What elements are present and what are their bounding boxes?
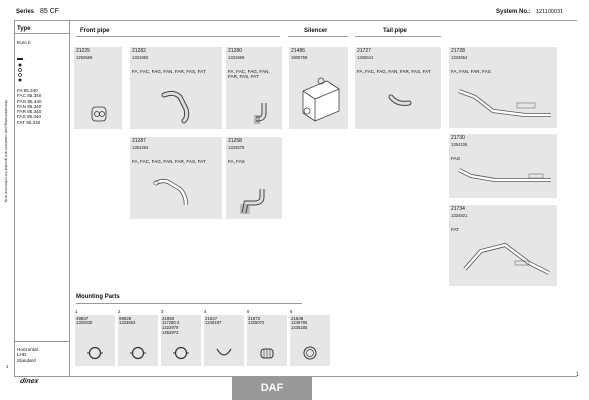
mounting-card[interactable] — [118, 315, 158, 366]
application-list: FAT — [451, 227, 460, 232]
section-mounting: Mounting Parts — [76, 294, 120, 300]
legend-symbols-icon — [17, 57, 31, 83]
config-drive: LHD — [17, 352, 27, 358]
mounting-oem-reference: 1333653 — [119, 320, 136, 325]
mounting-card[interactable] — [75, 315, 115, 366]
brand-logo: dinex — [19, 378, 39, 385]
front-pipe-icon — [152, 175, 198, 213]
mounting-card[interactable] — [247, 315, 287, 366]
mounting-oem-reference: 1325072 — [248, 320, 265, 325]
legend-icons — [17, 57, 31, 88]
model-item: FA 85.340 — [17, 88, 38, 93]
part-number: 21280 — [228, 48, 242, 54]
oem-reference: 1354106 — [451, 141, 468, 147]
model-item: FAN 85.340 — [17, 103, 42, 109]
mounting-part-number: 49837 — [76, 316, 89, 321]
tail-pipe-icon — [387, 91, 415, 111]
mounting-index: 5 — [247, 309, 250, 314]
part-number: 21486 — [291, 48, 305, 54]
config-version: Standard — [17, 357, 36, 363]
vertical-disclaimer: Manufacturing part numbers are quoted for reference only — [4, 100, 9, 203]
svg-text:.: . — [25, 57, 26, 61]
mounting-index: 6 — [290, 309, 293, 314]
section-front-pipe: Front pipe — [80, 28, 110, 34]
series-label: Series — [16, 9, 35, 15]
part-card[interactable] — [355, 47, 441, 129]
oem-reference: 1333578 — [228, 144, 245, 150]
euro-norm: Euro II — [17, 40, 31, 45]
mounting-oem-reference: 1302830 — [76, 320, 93, 325]
silencer-icon — [297, 73, 343, 125]
mounting-index: 1 — [75, 309, 78, 314]
oem-reference: 1292569 — [76, 54, 93, 60]
part-card[interactable] — [449, 47, 557, 128]
section-silencer: Silencer — [304, 28, 328, 34]
config-list — [17, 347, 38, 363]
mounting-part-number: 21847 — [205, 316, 218, 321]
clamp-icon — [171, 345, 191, 361]
mounting-card[interactable] — [161, 315, 201, 366]
mounting-oem-reference: 1452973 — [162, 329, 179, 335]
application-list: FA, FAC, FAG, FAN, FAR, FAS, FAT — [357, 69, 431, 74]
application-list: FA, FAN, FAR, FAS — [451, 69, 491, 74]
left-page-mark: 1 — [6, 364, 9, 369]
part-number: 21225 — [76, 48, 90, 54]
page-number: 1 — [576, 372, 579, 378]
front-pipe-icon — [160, 87, 200, 125]
part-card[interactable] — [74, 47, 122, 129]
type-label: Type — [17, 26, 31, 32]
mounting-oem-reference: 117280-3 — [162, 320, 180, 325]
part-number: 21287 — [132, 138, 146, 144]
mounting-index: 2 — [118, 309, 121, 314]
header-divider — [14, 20, 577, 21]
oem-reference: 1336641 — [357, 54, 374, 60]
oem-reference: 1354284 — [132, 144, 149, 150]
mounting-part-number: 21850 — [162, 316, 175, 321]
tail-pipe-icon — [455, 166, 555, 192]
type-divider — [15, 33, 69, 34]
mounting-oem-reference: 1249785 — [291, 320, 308, 325]
series-value: 85 CF — [40, 8, 60, 15]
oem-reference: 1905769 — [291, 54, 308, 60]
system-value: 121100031 — [536, 9, 564, 15]
config-divider — [15, 341, 69, 342]
sidebar-right-border — [69, 21, 70, 376]
part-number: 21727 — [357, 48, 371, 54]
flex-pipe-icon — [236, 185, 270, 217]
model-item: FAC 85.340 — [17, 93, 42, 99]
bracket-icon — [214, 345, 234, 361]
part-card[interactable] — [449, 134, 557, 198]
section-tail-pipe: Tail pipe — [383, 28, 407, 34]
application-list: FA, FAC, FAG, FAN, FAR, FAS, FAT — [132, 69, 206, 74]
config-orientation: Horizontal — [17, 347, 38, 352]
oem-reference: 1331950 — [132, 54, 149, 60]
part-card[interactable] — [226, 137, 282, 219]
application-list: FA, FAC, FAG, FAN, FAR, FAS, FAT — [228, 69, 270, 80]
part-number: 21730 — [451, 135, 465, 141]
mounting-oem-reference: 1436185 — [291, 324, 308, 330]
application-list: FA, FAS — [228, 159, 245, 164]
mounting-oem-reference: 1222979 — [162, 324, 179, 330]
mounting-card[interactable] — [204, 315, 244, 366]
tail-pipe-icon — [455, 85, 555, 125]
mounting-index: 4 — [204, 309, 207, 314]
mounting-part-number: 21872 — [248, 316, 261, 321]
silencer-rule — [288, 36, 348, 37]
part-number: 21734 — [451, 206, 465, 212]
gasket-icon — [90, 105, 108, 123]
application-list: FA, FAC, FAG, FAN, FAR, FAS, FAT — [132, 159, 206, 164]
tail-pipe-icon — [459, 239, 555, 283]
part-number: 21258 — [228, 138, 242, 144]
model-item: FAS 85.340 — [17, 114, 42, 120]
clamp-icon — [85, 345, 105, 361]
model-list — [17, 88, 42, 125]
mounting-card[interactable] — [290, 315, 330, 366]
model-item: FAT 85.340 — [17, 119, 41, 125]
part-card[interactable] — [289, 47, 348, 129]
part-card[interactable] — [130, 47, 222, 129]
system-label: System No.: — [496, 9, 531, 15]
oem-reference: 1334821 — [451, 212, 468, 218]
front-pipe-rule-b — [128, 36, 280, 37]
application-list: FAG — [451, 156, 461, 161]
mounting-rule — [76, 303, 302, 304]
tail-pipe-rule — [355, 36, 441, 37]
part-card[interactable] — [449, 205, 557, 286]
mounting-part-number: 21848 — [291, 316, 304, 321]
model-item: FAR 85.340 — [17, 109, 42, 115]
oem-reference: 1333654 — [451, 54, 468, 60]
part-card[interactable] — [226, 47, 282, 129]
gasket-ring-icon — [300, 345, 320, 361]
rubber-mount-icon — [257, 345, 277, 361]
clamp-icon — [128, 345, 148, 361]
part-card[interactable] — [130, 137, 222, 219]
mounting-oem-reference: 1249187 — [205, 320, 222, 325]
part-number: 21282 — [132, 48, 146, 54]
front-pipe-icon — [250, 99, 280, 125]
make-banner — [232, 377, 312, 400]
mounting-part-number: 99928 — [119, 316, 132, 321]
sidebar-left-border — [14, 21, 15, 376]
make-label: DAF — [260, 382, 284, 394]
oem-reference: 1331659 — [228, 54, 245, 60]
part-number: 21728 — [451, 48, 465, 54]
model-item: FAG 85.340 — [17, 98, 42, 104]
mounting-index: 3 — [161, 309, 164, 314]
